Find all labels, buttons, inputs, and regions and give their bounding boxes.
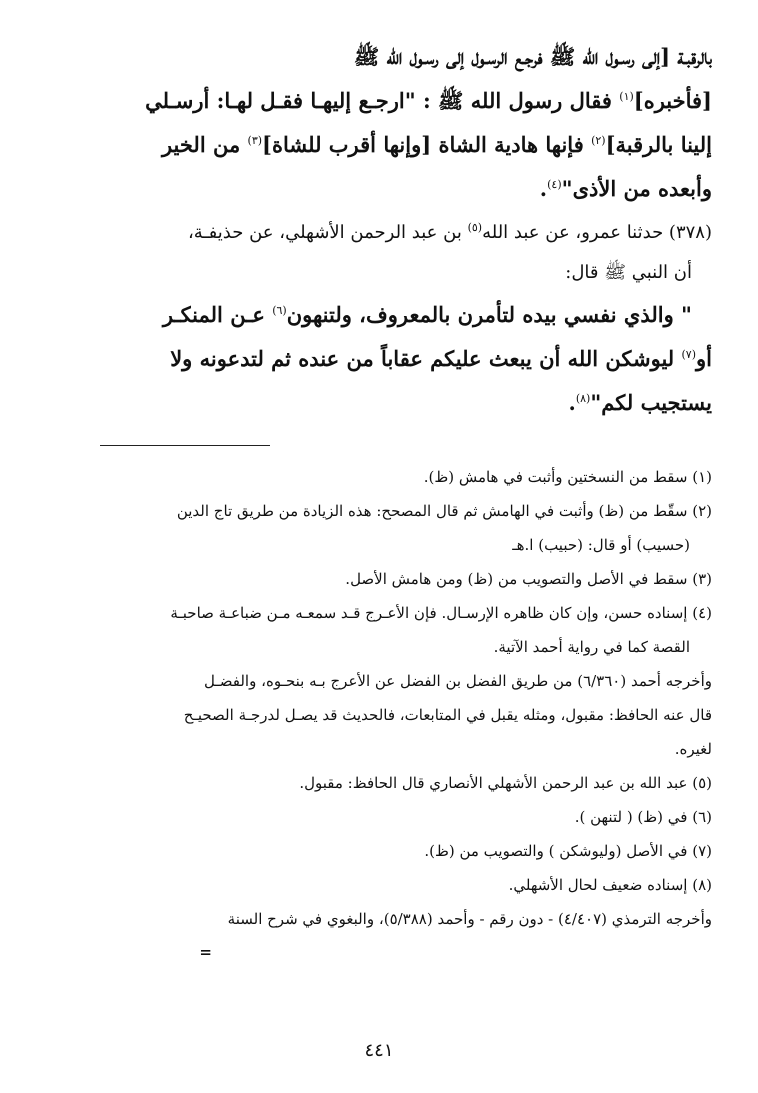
footnote-4-cont: قال عنه الحافظ: مقبول، ومثله يقبل في المتابعات، فالحديث قد يصـل لدرجـة الصحيـح (183, 706, 712, 724)
footnote-ref[interactable]: (٤) (547, 178, 562, 191)
hadith-line: [فأخبره]$^{(١)}$ فقال رسول الله ﷺ : "ارجـع إليهـا فقـل لهـا: أرسـلي (145, 88, 712, 113)
hadith-line: إلينا بالرقبة]$^{(٢)}$ فإنها هادية الشاة [وإنها أقرب للشاة]$^{(٣)}$ من الخير (161, 132, 712, 157)
footnote-separator (100, 445, 270, 446)
footnote-4: (٤) إسناده حسن، وإن كان ظاهره الإرسـال. فإن الأعـرج قـد سمعـه مـن ضباعـة صاحبـة (170, 604, 712, 622)
hadith-second-text (100, 293, 712, 425)
book-page (100, 35, 712, 1065)
footnote-8: (٨) إسناده ضعيف لحال الأشهلي. (508, 876, 712, 894)
footnote-4-cont: القصة كما في رواية أحمد الآتية. (493, 638, 690, 656)
hadith-main-text (100, 35, 712, 211)
footnote-ref[interactable]: (٦) (272, 304, 287, 317)
hadith-line: أو$^{(٧)}$ ليوشكن الله أن يبعث عليكم عقاباً من عنده ثم لتدعونه ولا (170, 346, 712, 371)
isnad-line: أن النبي ﷺ قال: (565, 262, 692, 283)
footnote-2: (٢) سقّط من (ظ) وأثبت في الهامش ثم قال المصحح: هذه الزيادة من طريق تاج الدين (176, 502, 712, 520)
footnote-ref[interactable]: (٥) (467, 221, 483, 234)
footnote-ref[interactable]: (٣) (247, 134, 263, 147)
hadith-line: وأبعده من الأذى"$^{(٤)}$. (539, 176, 712, 201)
footnote-ref[interactable]: (٧) (681, 348, 697, 361)
footnote-6: (٦) في (ظ) ( لتنهن ). (574, 808, 712, 826)
hadith-line: بالرقبـة [إلى رسـول الله ﷺ فرجـع الرسـول إلى رسـول الله ﷺ (353, 44, 712, 69)
page-number: ٤٤١ (364, 1040, 394, 1061)
footnote-1: (١) سقط من النسختين وأثبت في هامش (ظ). (423, 468, 712, 486)
hadith-line: يستجيب لكم"$^{(٨)}$. (568, 390, 712, 415)
footnote-ref[interactable]: (٨) (575, 392, 591, 405)
footnote-ref[interactable]: (٢) (591, 134, 606, 147)
hadith-line: " والذي نفسي بيده لتأمرن بالمعروف، ولتنهون$^{(٦)}$ عـن المنكـر (162, 302, 692, 327)
footnote-5: (٥) عبد الله بن عبد الرحمن الأشهلي الأنصاري قال الحافظ: مقبول. (299, 774, 712, 792)
footnote-ref[interactable]: (١) (619, 90, 634, 103)
isnad-block (100, 213, 712, 293)
footnote-8-takhrij: وأخرجه الترمذي (٤/٤٠٧) - دون رقم - وأحمد (٥/٣٨٨)، والبغوي في شرح السنة (227, 910, 712, 928)
footnotes (100, 460, 712, 962)
isnad-line: (٣٧٨) حدثنا عمرو، عن عبد الله$^{(٥)}$ بن عبد الرحمن الأشهلي، عن حذيفـة، (187, 221, 712, 243)
footnote-4-cont: لغيره. (674, 740, 712, 758)
footnote-7: (٧) في الأصل (وليوشكن ) والتصويب من (ظ). (424, 842, 712, 860)
continuation-marker: = (199, 943, 212, 961)
footnote-2-cont: (حسيب) أو قال: (حبيب) ا.هـ (512, 536, 690, 554)
footnote-3: (٣) سقط في الأصل والتصويب من (ظ) ومن هامش الأصل. (345, 570, 712, 588)
footnote-4-takhrij: وأخرجه أحمد (٦/٣٦٠) من طريق الفضل بن الفضل عن الأعرج بـه بنحـوه، والفضـل (204, 672, 712, 690)
